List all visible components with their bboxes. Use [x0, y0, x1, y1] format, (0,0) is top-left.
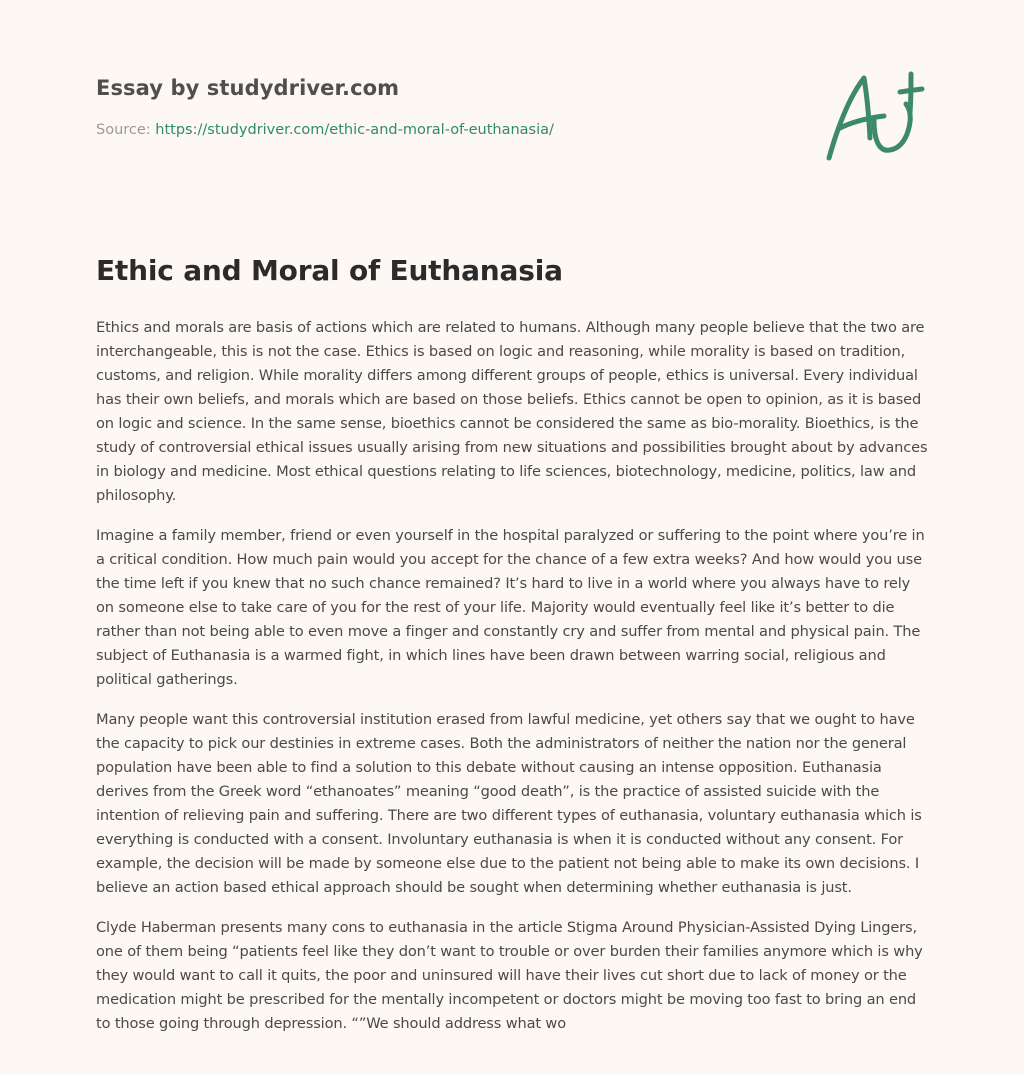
paragraph: Many people want this controversial institution erased from lawful medicine, yet others say that we ought to have the capacity to pick our destinies in extreme cases. Both the administrators of neither the nation nor the general population have been able to find a solution to this debate without causing an intense opposition. Euthanasia derives from the Greek word “ethanoates” meaning “good death”, is the practice of assisted suicide with the intention of relieving pain and suffering. There are two different types of euthanasia, voluntary euthanasia which is everything is conducted with a consent. Involuntary euthanasia is when it is conducted without any consent. For example, the decision will be made by someone else due to the patient not being able to make its own decisions. I believe an action based ethical approach should be sought when determining whether euthanasia is just.: [96, 711, 922, 896]
article-body: [96, 316, 932, 1052]
page-header: [96, 76, 796, 138]
brand-name: Essay by studydriver.com: [96, 76, 400, 100]
source-link[interactable]: https://studydriver.com/ethic-and-moral-of-euthanasia/: [155, 122, 554, 138]
paragraph: Clyde Haberman presents many cons to euthanasia in the article Stigma Around Physician-Assisted Dying Lingers, one of them being “patients feel like they don’t want to trouble or over burden their families anymore which is why they would want to call it quits, the poor and uninsured will have their lives cut short due to lack of money or the medication might be prescribed for the mentally incompetent or doctors might be moving too fast to bring an end to those going through depression. “”We should address what wo: [96, 919, 923, 1032]
source-line: [96, 122, 796, 138]
a-plus-logo: [820, 66, 930, 166]
paragraph: Imagine a family member, friend or even yourself in the hospital paralyzed or suffering to the point where you’re in a critical condition. How much pain would you accept for the chance of a few extra weeks? And how would you use the time left if you knew that no such chance remained? It’s hard to live in a world where you always have to rely on someone else to take care of you for the rest of your life. Majority would eventually feel like it’s better to die rather than not being able to even move a finger and constantly cry and suffer from mental and physical pain. The subject of Euthanasia is a warmed fight, in which lines have been drawn between warring social, religious and political gatherings.: [96, 527, 925, 688]
source-label: Source:: [96, 122, 151, 138]
paragraph: Ethics and morals are basis of actions which are related to humans. Although many people believe that the two are interchangeable, this is not the case. Ethics is based on logic and reasoning, while morality is based on tradition, customs, and religion. While morality differs among different groups of people, ethics is universal. Every individual has their own beliefs, and morals which are based on those beliefs. Ethics cannot be open to opinion, as it is based on logic and science. In the same sense, bioethics cannot be considered the same as bio-morality. Bioethics, is the study of controversial ethical issues usually arising from new situations and possibilities brought about by advances in biology and medicine. Most ethical questions relating to life sciences, biotechnology, medicine, politics, law and philosophy.: [96, 319, 928, 504]
a-plus-logo-icon: [820, 66, 930, 166]
page-title: Ethic and Moral of Euthanasia: [96, 254, 563, 287]
